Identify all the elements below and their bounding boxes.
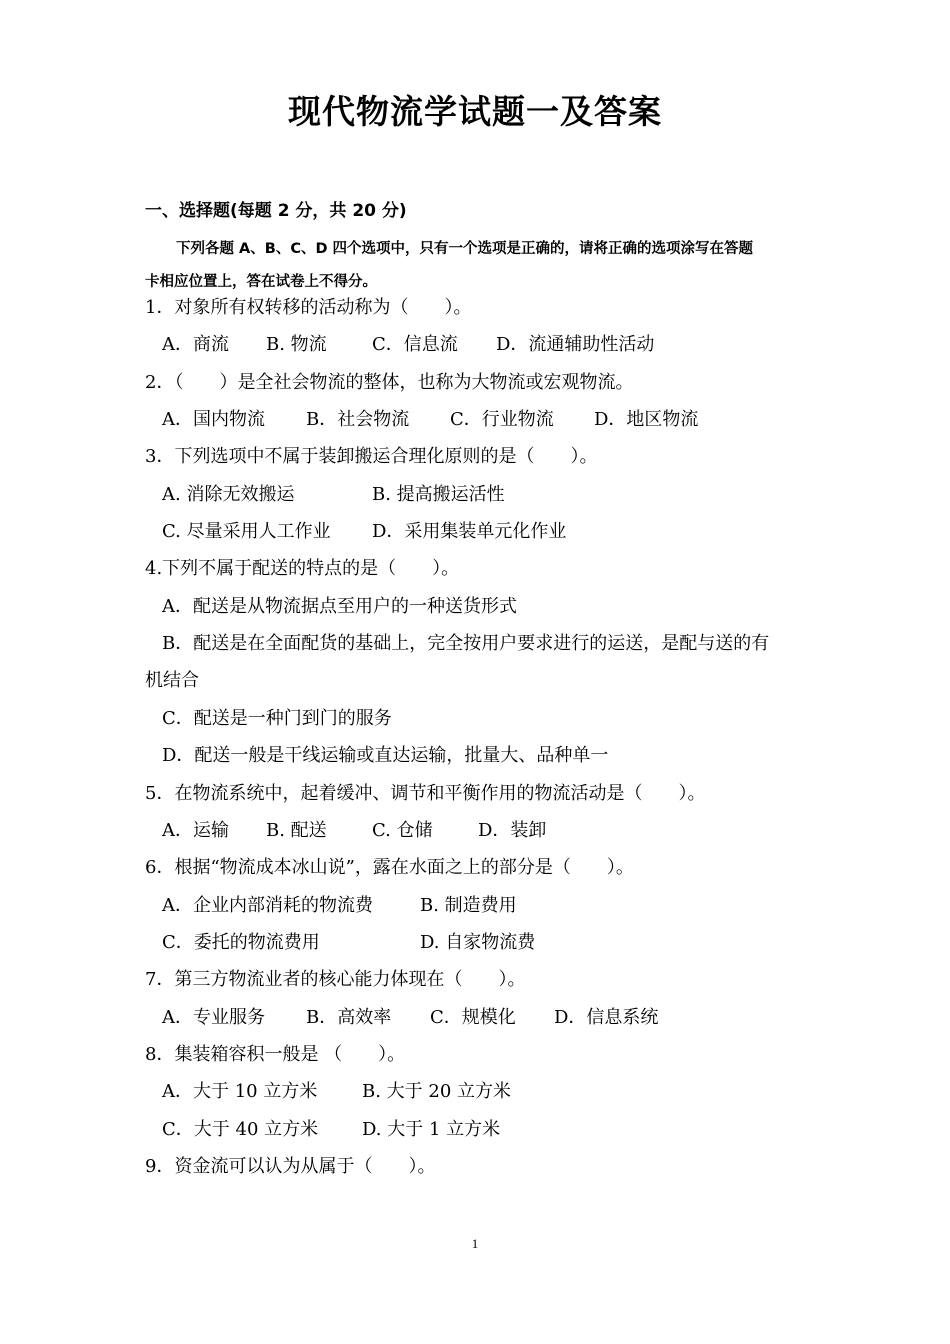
- question-7-options: [162, 1006, 658, 1030]
- question-3-stem: 3．下列选项中不属于装卸搬运合理化原则的是（ ）。: [145, 446, 598, 467]
- option-b: B. 提高搬运活性: [372, 484, 505, 505]
- option-b: B．高效率: [306, 1007, 392, 1028]
- question-4-option-a: A．配送是从物流据点至用户的一种送货形式: [162, 596, 517, 617]
- question-6-options-row-1: [162, 894, 517, 918]
- question-5-stem: 5．在物流系统中，起着缓冲、调节和平衡作用的物流活动是（ ）。: [145, 783, 706, 804]
- page-number: 1: [471, 1236, 479, 1251]
- option-d: D．流通辅助性活动: [496, 334, 655, 355]
- question-8-stem: 8．集装箱容积一般是 （ ）。: [145, 1044, 406, 1065]
- question-2-stem: 2．（ ）是全社会物流的整体，也称为大物流或宏观物流。: [145, 372, 634, 393]
- question-2-options: [162, 408, 698, 432]
- option-b: B. 配送: [266, 820, 327, 841]
- option-a: A．运输: [162, 820, 229, 841]
- option-d: D．地区物流: [594, 409, 699, 430]
- option-c: C. 仓储: [372, 820, 433, 841]
- instructions-line-1: 下列各题 A、B、C、D 四个选项中，只有一个选项是正确的，请将正确的选项涂写在答题: [176, 241, 754, 257]
- question-4-option-b: B．配送是在全面配货的基础上，完全按用户要求进行的运送，是配与送的有: [162, 633, 770, 654]
- question-8-options-row-1: [162, 1080, 511, 1104]
- option-c: C．委托的物流费用: [162, 932, 320, 953]
- option-b: B. 物流: [266, 334, 327, 355]
- question-4-option-c: C．配送是一种门到门的服务: [162, 708, 392, 729]
- option-b: B. 制造费用: [420, 895, 517, 916]
- question-6-stem: 6．根据“物流成本冰山说”，露在水面之上的部分是（ ）。: [145, 857, 634, 878]
- question-3-options-row-1: [162, 483, 505, 507]
- question-9-stem: 9．资金流可以认为从属于（ ）。: [145, 1156, 436, 1177]
- option-c: C．规模化: [430, 1007, 516, 1028]
- option-a: A．商流: [162, 334, 229, 355]
- option-c: C. 尽量采用人工作业: [162, 521, 331, 542]
- option-d: D. 大于 1 立方米: [362, 1119, 501, 1140]
- option-c: C．行业物流: [450, 409, 554, 430]
- option-b: B. 大于 20 立方米: [362, 1081, 512, 1102]
- option-b: B．社会物流: [306, 409, 410, 430]
- question-8-options-row-2: [162, 1118, 500, 1142]
- question-3-options-row-2: [162, 520, 566, 544]
- question-4-stem: 4.下列不属于配送的特点的是（ ）。: [145, 558, 460, 579]
- question-1-options: [162, 333, 654, 357]
- document-title: 现代物流学试题一及答案: [288, 92, 662, 131]
- question-6-options-row-2: [162, 931, 535, 955]
- option-c: C．大于 40 立方米: [162, 1119, 319, 1140]
- option-a: A．国内物流: [162, 409, 265, 430]
- instructions-line-2: 卡相应位置上，答在试卷上不得分。: [145, 274, 377, 290]
- section-heading: 一、选择题(每题 2 分，共 20 分): [145, 201, 407, 221]
- option-d: D．信息系统: [554, 1007, 659, 1028]
- question-4-option-d: D．配送一般是干线运输或直达运输，批量大、品种单一: [162, 745, 609, 766]
- option-a: A. 消除无效搬运: [162, 484, 295, 505]
- question-4-option-b-continued: 机结合: [145, 670, 199, 691]
- option-a: A．企业内部消耗的物流费: [162, 895, 373, 916]
- question-7-stem: 7．第三方物流业者的核心能力体现在（ ）。: [145, 969, 526, 990]
- option-c: C．信息流: [372, 334, 458, 355]
- question-5-options: [162, 819, 546, 843]
- option-d: D．采用集装单元化作业: [372, 521, 567, 542]
- option-a: A．专业服务: [162, 1007, 265, 1028]
- option-d: D. 自家物流费: [420, 932, 536, 953]
- question-1-stem: 1．对象所有权转移的活动称为（ ）。: [145, 297, 472, 318]
- option-a: A．大于 10 立方米: [162, 1081, 318, 1102]
- option-d: D．装卸: [478, 820, 547, 841]
